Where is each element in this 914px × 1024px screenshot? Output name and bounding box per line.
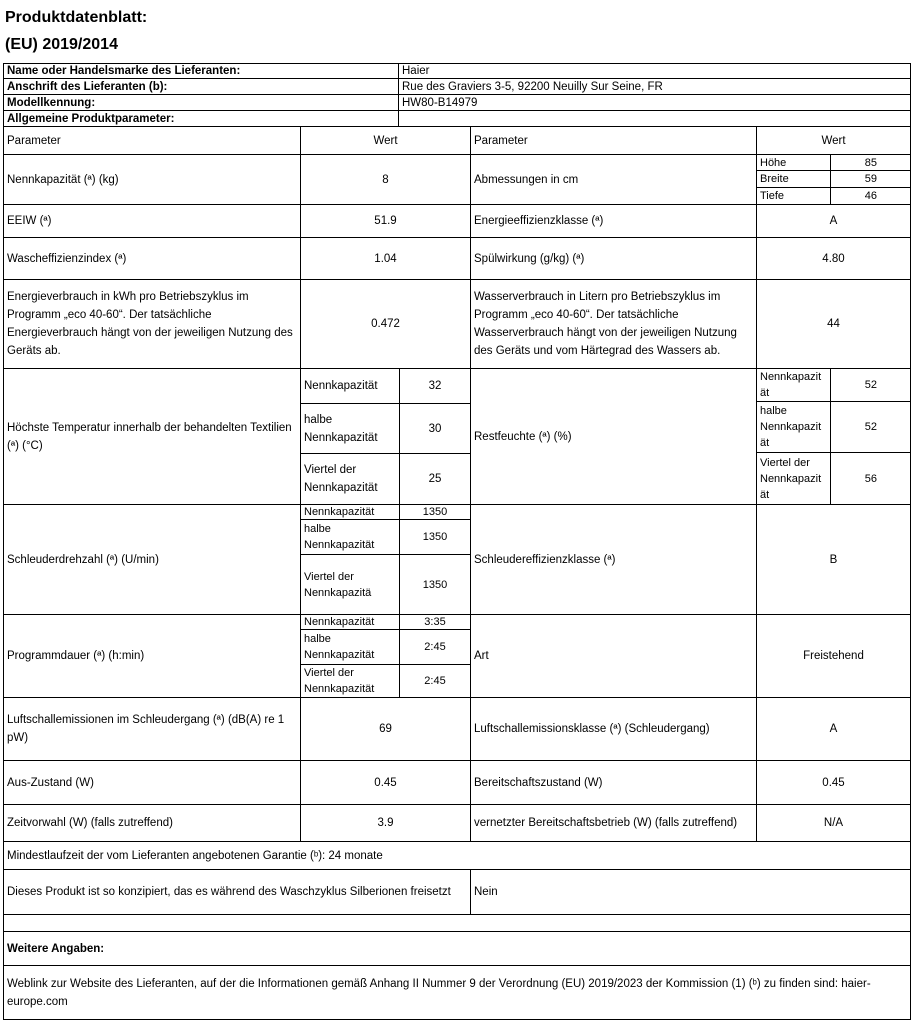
duration-sub-label: Nennkapazität [300,614,400,630]
dim-depth-value: 46 [830,187,911,205]
general-params-empty [398,110,911,127]
spacer-row [3,914,911,932]
spin-sub-label: halbe Nennkapazität [300,519,400,555]
dim-width-value: 59 [830,170,911,188]
spin-sub-value: 1350 [399,519,471,555]
energy-class-value: A [756,204,911,238]
dimensions-label: Abmessungen in cm [470,154,757,205]
further-info-heading: Weitere Angaben: [3,931,911,966]
capacity-label: Nennkapazität (ª) (kg) [3,154,301,205]
supplier-address-value: Rue des Graviers 3-5, 92200 Neuilly Sur Seine, FR [398,78,911,95]
spin-sub-value: 1350 [399,504,471,520]
noise-label: Luftschallemissionen im Schleudergang (ª) (dB(A) re 1 pW) [3,697,301,761]
header-parameter-right: Parameter [470,126,757,155]
energy-consumption-value: 0.472 [300,279,471,369]
header-value-right: Wert [756,126,911,155]
water-consumption-value: 44 [756,279,911,369]
moisture-sub-label: Nennkapazit ät [756,368,831,402]
max-temp-sub-label: Viertel der Nennkapazität [300,453,400,505]
title-line-1: Produktdatenblatt: [5,9,148,26]
wash-index-value: 1.04 [300,237,471,280]
max-temp-sub-label: Nennkapazität [300,368,400,404]
off-mode-value: 0.45 [300,760,471,805]
duration-sub-value: 2:45 [399,664,471,698]
dim-depth-label: Tiefe [756,187,831,205]
max-temp-sub-value: 30 [399,403,471,454]
dim-height-value: 85 [830,154,911,171]
type-label: Art [470,614,757,698]
energy-consumption-label: Energieverbrauch in kWh pro Betriebszyklus im Programm „eco 40-60“. Der tatsächliche Energieverbrauch hängt von der jeweiligen Nutzung des Geräts ab. [3,279,301,369]
title-line-2: (EU) 2019/2014 [5,36,118,53]
delay-start-value: 3.9 [300,804,471,842]
duration-label: Programmdauer (ª) (h:min) [3,614,301,698]
moisture-sub-label: halbe Nennkapazit ät [756,401,831,453]
model-value: HW80-B14979 [398,94,911,111]
header-parameter-left: Parameter [3,126,301,155]
header-value-left: Wert [300,126,471,155]
moisture-sub-value: 56 [830,452,911,505]
max-temp-label: Höchste Temperatur innerhalb der behandelten Textilien (ª) (°C) [3,368,301,505]
spin-sub-value: 1350 [399,554,471,615]
duration-sub-value: 3:35 [399,614,471,630]
noise-class-label: Luftschallemissionsklasse (ª) (Schleudergang) [470,697,757,761]
supplier-name-value: Haier [398,63,911,79]
spin-class-value: B [756,504,911,615]
spin-sub-label: Viertel der Nennkapazitä [300,554,400,615]
wash-index-label: Wascheffizienzindex (ª) [3,237,301,280]
networked-standby-value: N/A [756,804,911,842]
supplier-name-label: Name oder Handelsmarke des Lieferanten: [3,63,399,79]
water-consumption-label: Wasserverbrauch in Litern pro Betriebszyklus im Programm „eco 40-60“. Der tatsächliche Wasserverbrauch hängt von der jeweiligen Nutzung des Geräts und vom Härtegrad des Wassers ab. [470,279,757,369]
capacity-value: 8 [300,154,471,205]
moisture-sub-value: 52 [830,401,911,453]
off-mode-label: Aus-Zustand (W) [3,760,301,805]
duration-sub-label: halbe Nennkapazität [300,629,400,665]
spin-sub-label: Nennkapazität [300,504,400,520]
noise-value: 69 [300,697,471,761]
networked-standby-label: vernetzter Bereitschaftsbetrieb (W) (falls zutreffend) [470,804,757,842]
dim-width-label: Breite [756,170,831,188]
eeiw-value: 51.9 [300,204,471,238]
supplier-address-label: Anschrift des Lieferanten (b): [3,78,399,95]
general-params-label: Allgemeine Produktparameter: [3,110,399,127]
spin-class-label: Schleudereffizienzklasse (ª) [470,504,757,615]
rinse-label: Spülwirkung (g/kg) (ª) [470,237,757,280]
warranty-row: Mindestlaufzeit der vom Lieferanten angebotenen Garantie (ᵇ): 24 monate [3,841,911,870]
spin-speed-label: Schleuderdrehzahl (ª) (U/min) [3,504,301,615]
energy-class-label: Energieeffizienzklasse (ª) [470,204,757,238]
residual-moisture-label: Restfeuchte (ª) (%) [470,368,757,505]
standby-label: Bereitschaftszustand (W) [470,760,757,805]
silver-ions-label: Dieses Produkt ist so konzipiert, das es während des Waschzyklus Silberionen freisetzt [3,869,471,915]
max-temp-sub-value: 25 [399,453,471,505]
duration-sub-value: 2:45 [399,629,471,665]
dim-height-label: Höhe [756,154,831,171]
delay-start-label: Zeitvorwahl (W) (falls zutreffend) [3,804,301,842]
max-temp-sub-label: halbe Nennkapazität [300,403,400,454]
type-value: Freistehend [756,614,911,698]
rinse-value: 4.80 [756,237,911,280]
standby-value: 0.45 [756,760,911,805]
noise-class-value: A [756,697,911,761]
silver-ions-value: Nein [470,869,911,915]
duration-sub-label: Viertel der Nennkapazität [300,664,400,698]
weblink-row: Weblink zur Website des Lieferanten, auf der die Informationen gemäß Anhang II Nummer 9 der Verordnung (EU) 2019/2023 der Kommission (1) (ᵇ) zu finden sind: haier-europe.com [3,965,911,1020]
moisture-sub-label: Viertel der Nennkapazit ät [756,452,831,505]
moisture-sub-value: 52 [830,368,911,402]
model-label: Modellkennung: [3,94,399,111]
max-temp-sub-value: 32 [399,368,471,404]
eeiw-label: EEIW (ª) [3,204,301,238]
